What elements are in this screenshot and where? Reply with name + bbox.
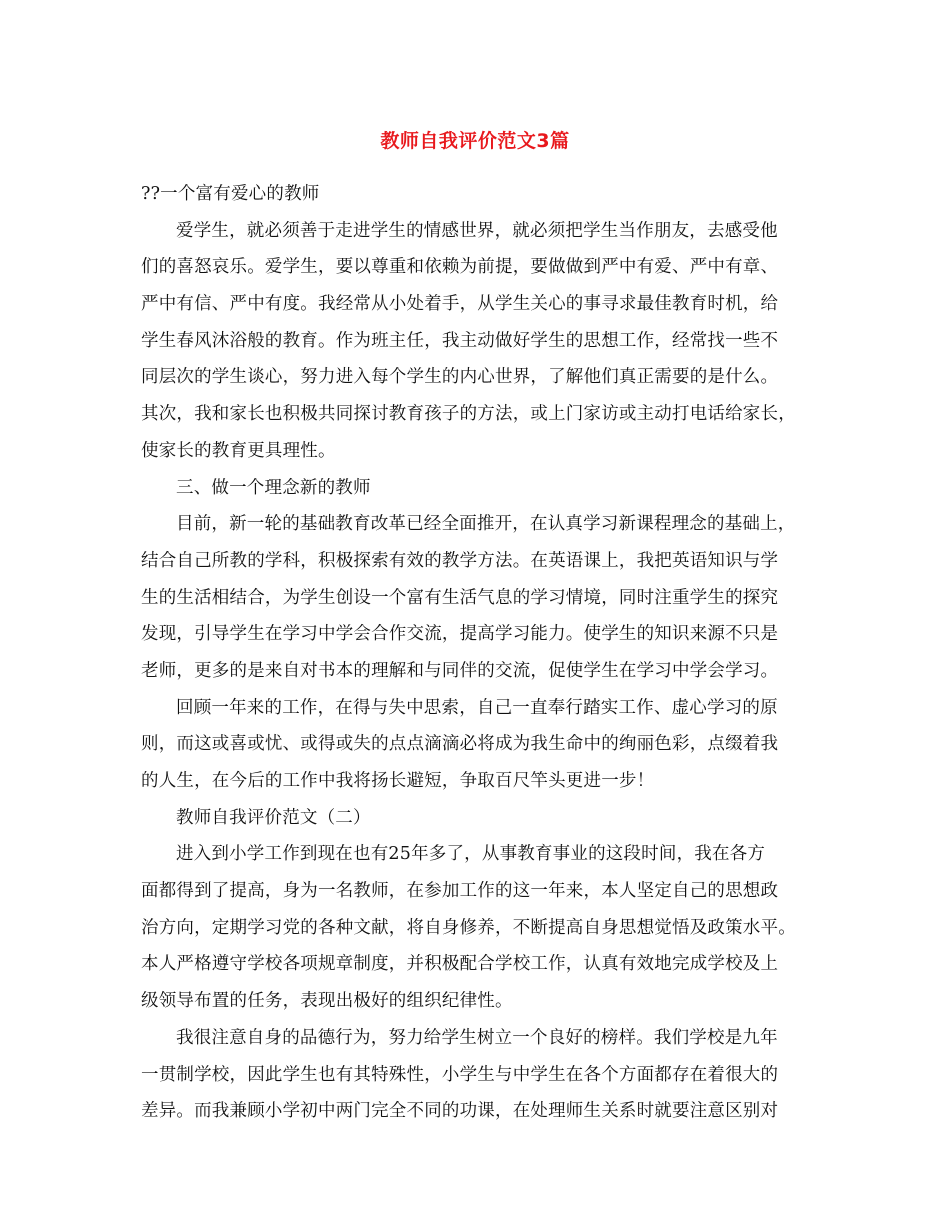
text-line: 一贯制学校，因此学生也有其特殊性，小学生与中学生在各个方面都存在着很大的	[141, 1064, 779, 1085]
text-line: 本人严格遵守学校各项规章制度，并积极配合学校工作，认真有效地完成学校及上	[141, 954, 779, 975]
text-line: 差异。而我兼顾小学初中两门完全不同的功课，在处理师生关系时就要注意区别对	[141, 1101, 779, 1122]
text-line: 发现，引导学生在学习中学会合作交流，提高学习能力。使学生的知识来源不只是	[141, 624, 779, 645]
text-line: 老师，更多的是来自对书本的理解和与同伴的交流，促使学生在学习中学会学习。	[141, 660, 779, 681]
text-line: 爱学生，就必须善于走进学生的情感世界，就必须把学生当作朋友，去感受他	[176, 220, 778, 241]
text-line: 教师自我评价范文（二）	[176, 807, 371, 828]
text-line: 则，而这或喜或忧、或得或失的点点滴滴必将成为我生命中的绚丽色彩，点缀着我	[141, 734, 779, 755]
text-line: 目前，新一轮的基础教育改革已经全面推开，在认真学习新课程理念的基础上，	[176, 514, 796, 535]
text-line: 使家长的教育更具理性。	[141, 440, 336, 461]
text-line: 其次，我和家长也积极共同探讨教育孩子的方法，或上门家访或主动打电话给家长，	[141, 404, 796, 425]
text-line: 同层次的学生谈心，努力进入每个学生的内心世界，了解他们真正需要的是什么。	[141, 367, 779, 388]
text-line: 生的生活相结合，为学生创设一个富有生活气息的学习情境，同时注重学生的探究	[141, 587, 779, 608]
text-line: 的人生，在今后的工作中我将扬长避短，争取百尺竿头更进一步！	[141, 771, 655, 791]
text-line: 级领导布置的任务，表现出极好的组织纪律性。	[141, 991, 513, 1012]
document-title: 教师自我评价范文3篇	[380, 130, 570, 152]
text-line: 三、做一个理念新的教师	[176, 477, 371, 498]
text-line: 治方向，定期学习党的各种文献，将自身修养，不断提高自身思想觉悟及政策水平。	[141, 917, 796, 938]
text-line: 严中有信、严中有度。我经常从小处着手，从学生关心的事寻求最佳教育时机，给	[141, 294, 779, 315]
text-line: 我很注意自身的品德行为，努力给学生树立一个良好的榜样。我们学校是九年	[176, 1027, 778, 1048]
text-line: ??一个富有爱心的教师	[141, 184, 320, 204]
text-line: 面都得到了提高，身为一名教师，在参加工作的这一年来，本人坚定自己的思想政	[141, 881, 779, 902]
text-line: 们的喜怒哀乐。爱学生，要以尊重和依赖为前提，要做做到严中有爱、严中有章、	[141, 257, 779, 278]
document-body	[141, 176, 813, 1130]
text-line: 进入到小学工作到现在也有25年多了，从事教育事业的这段时间，我在各方	[176, 844, 766, 865]
text-line: 回顾一年来的工作，在得与失中思索，自己一直奉行踏实工作、虚心学习的原	[176, 697, 778, 718]
text-line: 结合自己所教的学科，积极探索有效的教学方法。在英语课上，我把英语知识与学	[141, 550, 779, 571]
text-line: 学生春风沐浴般的教育。作为班主任，我主动做好学生的思想工作，经常找一些不	[141, 330, 779, 351]
